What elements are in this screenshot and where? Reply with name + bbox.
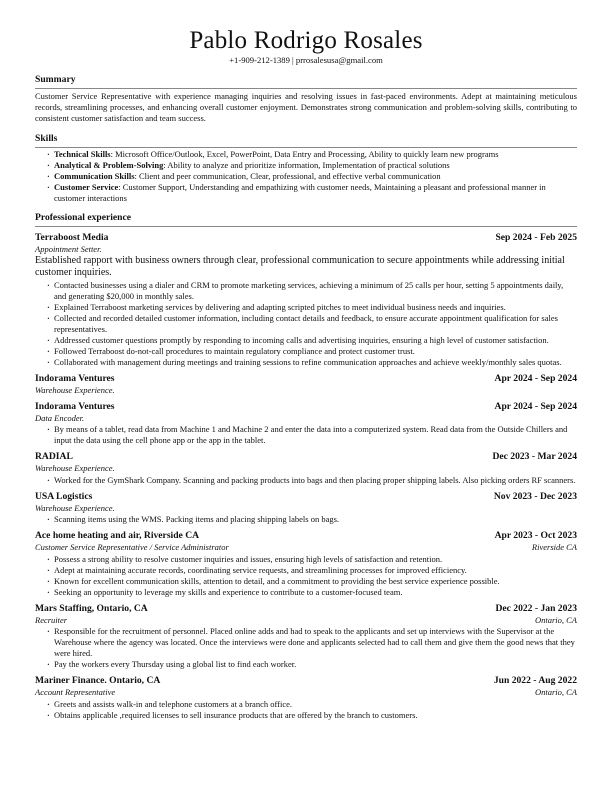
- job-entry: [35, 451, 577, 486]
- job-subheader: [35, 244, 577, 255]
- job-dates: Apr 2023 - Oct 2023: [494, 530, 577, 542]
- job-dates: Apr 2024 - Sep 2024: [494, 373, 577, 385]
- resume-page: [35, 26, 577, 721]
- job-bullet: · Responsible for the recruitment of personnel. Placed online adds and had to speak to the applicants and set up interviews with the Supervisor at the Warehouse where the agency was located. Once the interviews were done and applicants selected had to call them and give them the good news that they were hired.: [47, 626, 577, 659]
- job-entry: [35, 401, 577, 447]
- job-bullets: [35, 626, 577, 670]
- job-dates: Sep 2024 - Feb 2025: [495, 231, 577, 243]
- job-role: Warehouse Experience.: [35, 385, 115, 396]
- job-dates: Jun 2022 - Aug 2022: [493, 675, 577, 687]
- job-company: Terraboost Media: [35, 231, 109, 243]
- job-dates: Nov 2023 - Dec 2023: [493, 490, 577, 502]
- job-role: Data Encoder.: [35, 412, 85, 423]
- job-role: Appointment Setter.: [35, 243, 102, 254]
- skill-label: Communication Skills: [54, 170, 135, 181]
- job-header: [35, 491, 577, 503]
- job-bullet: · Contacted businesses using a dialer and CRM to promote marketing services, achieving a minimum of 25 calls per hour, setting 5 appointments daily, and generating $20,000 in monthly sales.: [47, 280, 577, 302]
- job-entry: [35, 675, 577, 721]
- job-bullets: [35, 514, 577, 525]
- job-subheader: [35, 542, 577, 553]
- job-bullets: [35, 554, 577, 598]
- job-bullets: [35, 699, 577, 721]
- job-entry: [35, 530, 577, 598]
- job-bullets: [35, 475, 577, 486]
- job-entry: [35, 373, 577, 396]
- job-bullet: · Known for excellent communication skills, attention to detail, and a commitment to providing the best service experience possible.: [47, 576, 577, 587]
- job-subheader: [35, 385, 577, 396]
- job-company: USA Logistics: [35, 490, 93, 502]
- job-company: Indorama Ventures: [35, 400, 115, 412]
- job-entry: [35, 603, 577, 671]
- job-bullet: · Pay the workers every Thursday using a global list to find each worker.: [47, 659, 577, 670]
- skill-text: : Ability to analyze and prioritize information, Implementation of practical solutions: [163, 159, 450, 170]
- job-entry: [35, 232, 577, 369]
- job-header: [35, 232, 577, 244]
- skill-text: : Microsoft Office/Outlook, Excel, PowerPoint, Data Entry and Processing, Ability to quickly learn new programs: [110, 148, 499, 159]
- job-header: [35, 451, 577, 463]
- job-location: Ontario, CA: [534, 687, 577, 698]
- job-subheader: [35, 413, 577, 424]
- skill-label: Customer Service: [54, 181, 119, 192]
- job-company: RADIAL: [35, 451, 73, 463]
- job-company: Mars Staffing, Ontario, CA: [35, 602, 148, 614]
- job-header: [35, 401, 577, 413]
- job-description: Established rapport with business owners through clear, professional communication to secure appointments while addressing initial customer inquiries.: [35, 255, 565, 279]
- job-entry: [35, 491, 577, 526]
- job-role: Recruiter: [35, 614, 68, 625]
- skill-text: : Customer Support, Understanding and empathizing with customer needs, Maintaining a pleasant and professional manner in customer interactions: [54, 181, 546, 203]
- job-role: Account Representative: [35, 687, 116, 698]
- job-company: Ace home heating and air, Riverside CA: [35, 530, 200, 542]
- job-location: Riverside CA: [531, 542, 577, 553]
- job-bullet: · Adept at maintaining accurate records, coordinating service requests, and streamlining processes for improved efficiency.: [47, 565, 577, 576]
- job-bullet: · Seeking an opportunity to leverage my skills and experience to contribute to a customer-focused team.: [47, 587, 577, 598]
- job-company: Indorama Ventures: [35, 373, 115, 385]
- job-role: Warehouse Experience.: [35, 502, 115, 513]
- summary-heading: Summary: [35, 74, 577, 89]
- job-bullets: [35, 280, 577, 368]
- skills-heading: Skills: [35, 133, 577, 148]
- job-bullet: · Worked for the GymShark Company. Scanning and packing products into bags and then placing proper shipping labels. Also picking orders RF scanners.: [47, 475, 577, 486]
- job-bullet: · Collaborated with management during meetings and training sessions to refine communication approaches and achieve weekly/monthly sales quotas.: [47, 357, 577, 368]
- job-header: [35, 530, 577, 542]
- job-subheader: [35, 687, 577, 698]
- job-subheader: [35, 503, 577, 514]
- job-bullet: · Greets and assists walk-in and telephone customers at a branch office.: [47, 699, 577, 710]
- skills-list: [35, 149, 577, 204]
- job-bullet: · Obtains applicable ,required licenses to sell insurance products that are offered by the branch to customers.: [47, 710, 577, 721]
- job-bullet: · By means of a tablet, read data from Machine 1 and Machine 2 and enter the data into a computerized system. Read data from the Outside Chillers and input the data using the cell phone app or the app in the tablet.: [47, 424, 577, 446]
- job-bullets: [35, 424, 577, 446]
- job-subheader: [35, 463, 577, 474]
- job-dates: Dec 2022 - Jan 2023: [495, 602, 577, 614]
- job-location: Ontario, CA: [534, 614, 577, 625]
- skill-label: Analytical & Problem-Solving: [54, 159, 164, 170]
- contact-line: +1-909-212-1389 | prrosalesusa@gmail.com: [229, 55, 383, 65]
- job-role: Warehouse Experience.: [35, 463, 115, 474]
- job-bullet: · Collected and recorded detailed customer information, including contact details and feedback, to ensure accurate appointment qualification for sales representatives.: [47, 313, 577, 335]
- skill-label: Technical Skills: [54, 148, 111, 159]
- job-company: Mariner Finance. Ontario, CA: [35, 675, 161, 687]
- skill-item: [47, 182, 577, 204]
- skill-text: : Client and peer communication, Clear, professional, and effective verbal communication: [134, 170, 441, 181]
- experience-list: [35, 232, 577, 721]
- experience-heading: Professional experience: [35, 212, 577, 227]
- skill-item: [47, 160, 577, 171]
- job-bullet: · Scanning items using the WMS. Packing items and placing shipping labels on bags.: [47, 514, 577, 525]
- job-header: [35, 675, 577, 687]
- job-header: [35, 603, 577, 615]
- job-bullet: · Addressed customer questions promptly by responding to incoming calls and advertising inquiries, ensuring a high level of customer satisfaction.: [47, 335, 577, 346]
- skill-item: [47, 171, 577, 182]
- job-bullet: · Explained Terraboost marketing services by delivering and adapting scripted pitches to meet individual business needs and inquiries.: [47, 302, 577, 313]
- summary-text: Customer Service Representative with experience managing inquiries and resolving issues in fast-paced environments. Adept at maintaining meticulous records, streamlining processes, and enhancing overall customer enjoyment. Demonstrates strong communication and problem-solving skills, contributing to consistent customer satisfaction and team success.: [35, 91, 577, 124]
- skill-item: [47, 149, 577, 160]
- candidate-name: Pablo Rodrigo Rosales: [189, 27, 423, 54]
- job-subheader: [35, 615, 577, 626]
- job-dates: Dec 2023 - Mar 2024: [492, 451, 577, 463]
- job-bullet: · Possess a strong ability to resolve customer inquiries and issues, ensuring high levels of satisfaction and retention.: [47, 554, 577, 565]
- job-dates: Apr 2024 - Sep 2024: [494, 400, 577, 412]
- job-header: [35, 373, 577, 385]
- job-bullet: · Followed Terraboost do-not-call procedures to maintain regulatory compliance and protect customer trust.: [47, 346, 577, 357]
- job-role: Customer Service Representative / Service Administrator: [35, 542, 229, 553]
